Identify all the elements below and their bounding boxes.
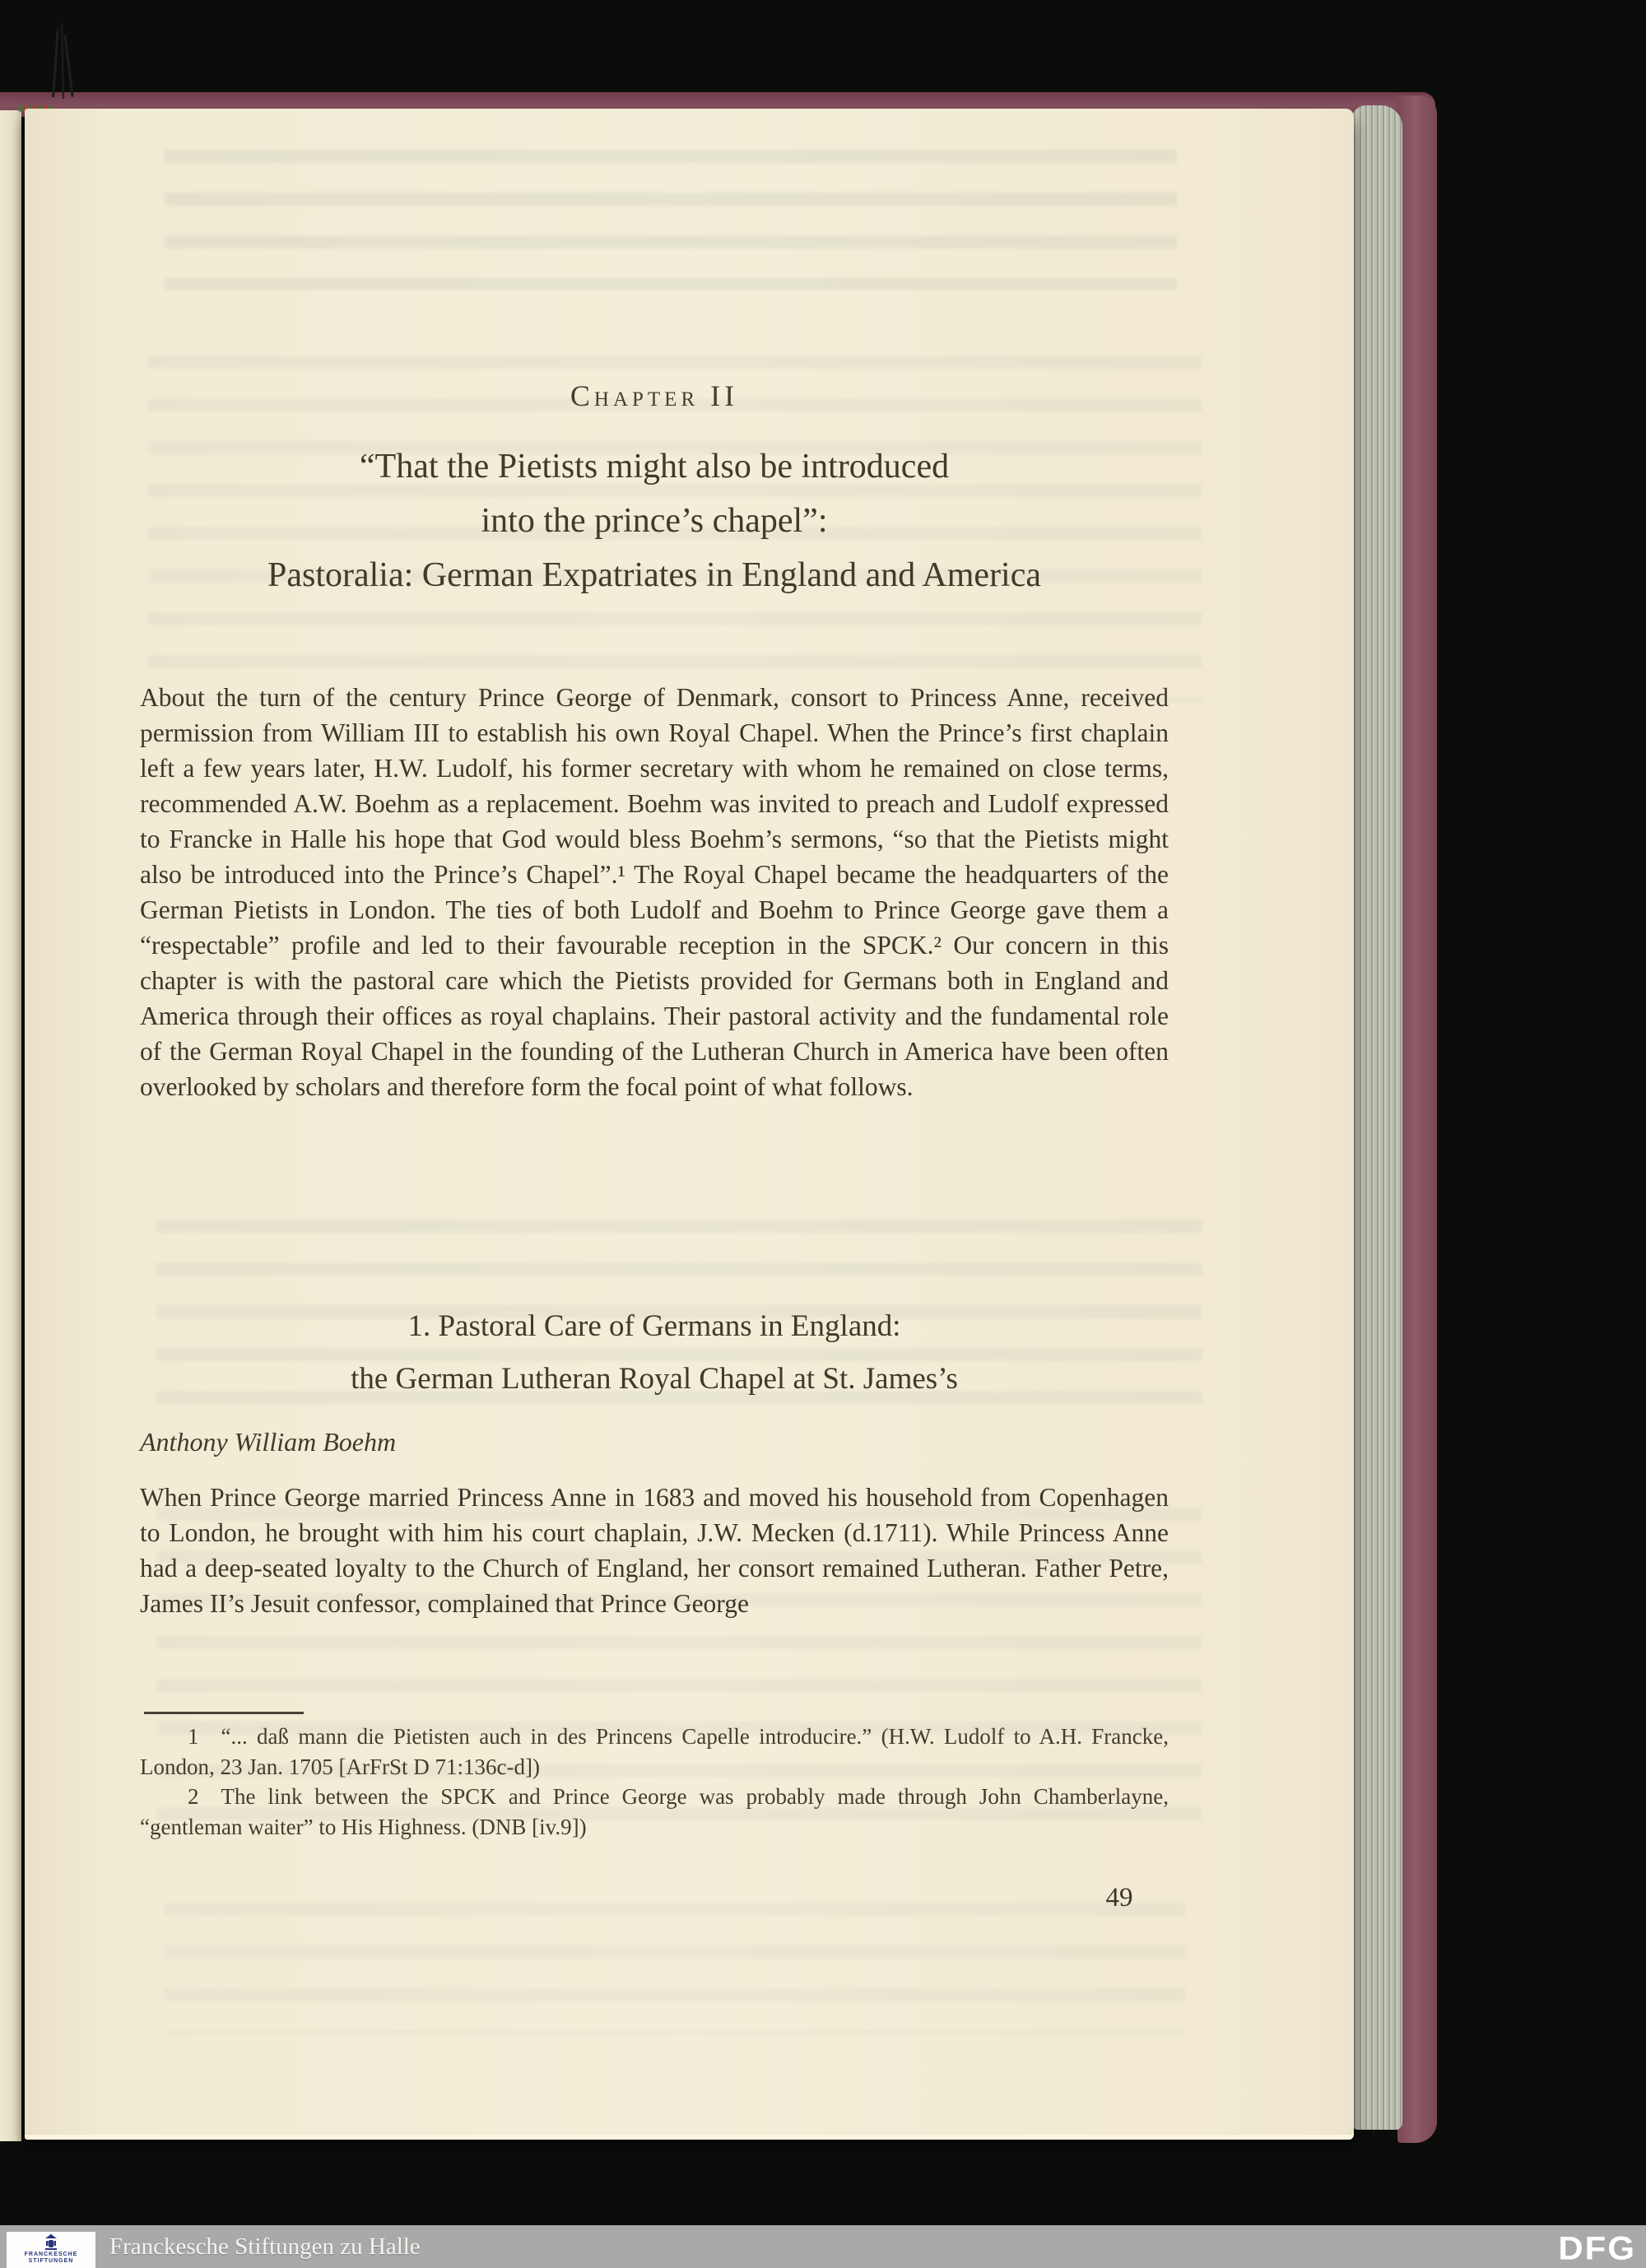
bleed-through-text <box>165 150 1177 290</box>
author-subheading: Anthony William Boehm <box>140 1427 397 1457</box>
boehm-paragraph: When Prince George married Princess Anne in 1683 and moved his household from Copenhagen to London, he brought with him his court chaplain, J.W. Mecken (d.1711). While Princess Anne had a deep-seated loyalty to the Church of England, her consort remained Lutheran. Father Petre, James II’s Jesuit confessor, complained that Prince George <box>140 1483 1169 1618</box>
logo-text-line: FRANCKESCHE <box>24 2252 78 2257</box>
bookmark-thread <box>52 28 59 97</box>
logo-text-line: STIFTUNGEN <box>28 2258 74 2264</box>
section-heading-line: the German Lutheran Royal Chapel at St. James’s <box>351 1362 958 1396</box>
bleed-through-text <box>165 1903 1185 2034</box>
footnote-separator-rule <box>144 1712 304 1714</box>
intro-paragraph: About the turn of the century Prince George of Denmark, consort to Princess Anne, received permission from William III to establish his own Royal Chapel. When the Prince’s first chaplain left a few years later, H.W. Ludolf, his former secretary with whom he remained on close terms, recommended A.W. Boehm as a replacement. Boehm was invited to preach and Ludolf expressed to Francke in Halle his hope that God would bless Boehm’s sermons, “so that the Pietists might also be introduced into the Prince’s Chapel”.¹ The Royal Chapel became the headquarters of the German Pietists in London. The ties of both Ludolf and Boehm to Prince George gave them a “respectable” profile and led to their favourable reception in the SPCK.² Our concern in this chapter is with the pastoral care which the Pietists provided for Germans both in England and America through their offices as royal chaplains. Their pastoral activity and the fundamental role of the German Royal Chapel in the founding of the Lutheran Church in America have been often overlooked by scholars and therefore form the focal point of what follows. <box>140 683 1169 1101</box>
franckesche-stiftungen-emblem-icon <box>43 2233 59 2252</box>
book-cover-right-edge <box>1397 95 1437 2143</box>
book-page <box>25 109 1354 2135</box>
bookmark-thread <box>63 35 73 97</box>
section-heading-line: 1. Pastoral Care of Germans in England: <box>407 1309 901 1343</box>
franckesche-stiftungen-logo <box>7 2232 95 2268</box>
facing-page-edge <box>0 110 21 2141</box>
chapter-title <box>140 439 1169 602</box>
footer-bar <box>0 2225 1646 2268</box>
dfg-logo: DFG <box>1558 2229 1636 2266</box>
page-number: 49 <box>1105 1883 1133 1912</box>
footnotes-block <box>140 1722 1169 1842</box>
footnote-2: 2 The link between the SPCK and Prince George was probably made through John Chamberlayne, “gentleman waiter” to His Highness. (DNB [iv.9]) <box>140 1784 1169 1839</box>
institution-name: Franckesche Stiftungen zu Halle <box>109 2233 421 2260</box>
chapter-title-line: into the prince’s chapel”: <box>481 502 828 540</box>
chapter-title-line: Pastoralia: German Expatriates in England and America <box>267 556 1042 594</box>
section-heading <box>140 1300 1169 1406</box>
footnote-1: 1 “... daß mann die Pietisten auch in des Princens Capelle introducire.” (H.W. Ludolf to A.H. Francke, London, 23 Jan. 1705 [ArFrSt D 71:136c-d]) <box>140 1724 1169 1779</box>
chapter-title-line: “That the Pietists might also be introduced <box>359 448 950 486</box>
chapter-heading: Chapter II <box>570 379 739 412</box>
page-stack-fore-edge <box>1351 105 1402 2130</box>
